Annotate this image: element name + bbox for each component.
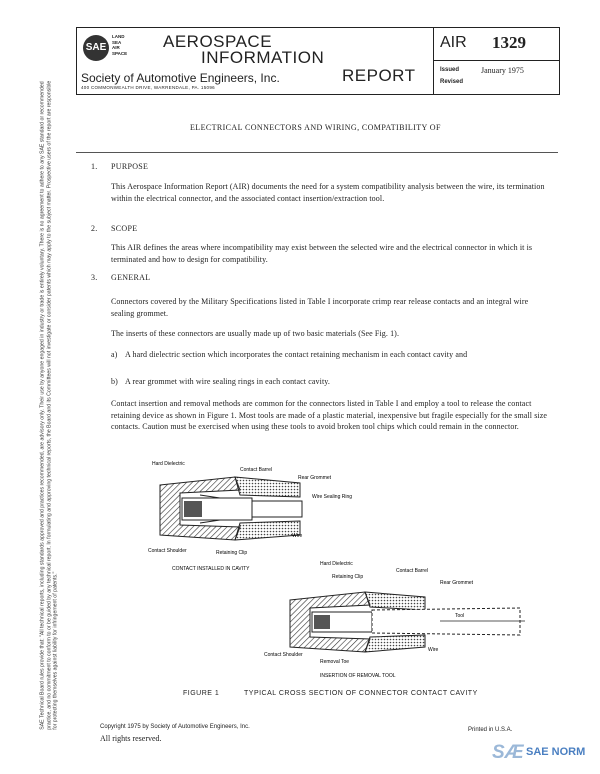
fig-top-label-contact-barrel: Contact Barrel	[240, 467, 272, 473]
organization-name: Society of Automotive Engineers, Inc.	[81, 71, 280, 85]
fig-top-label-retaining-clip: Retaining Clip	[216, 550, 248, 556]
fig-top-label-wire-sealing-ring: Wire Sealing Ring	[312, 494, 353, 500]
doc-type: AIR	[440, 34, 467, 51]
title-line-information: INFORMATION	[201, 48, 325, 67]
section-1-number: 1.	[91, 162, 98, 171]
section-3-title: GENERAL	[111, 273, 151, 282]
item-a-label: a)	[111, 350, 118, 359]
document-title: ELECTRICAL CONNECTORS AND WIRING, COMPATIBILITY OF	[190, 123, 441, 132]
title-line-report: REPORT	[342, 66, 416, 85]
section-3-para-1: Connectors covered by the Military Specifications listed in Table I incorporate crimp rear release contacts and an integral wire sealing grommet.	[111, 297, 529, 318]
printed-in: Printed in U.S.A.	[468, 727, 513, 733]
fig-top-label-hard-dielectric: Hard Dielectric	[152, 461, 185, 467]
section-2-number: 2.	[91, 224, 98, 233]
item-b-text: A rear grommet with wire sealing rings in each contact cavity.	[125, 377, 330, 386]
section-2-title: SCOPE	[111, 224, 138, 233]
header-doc-info	[434, 28, 559, 94]
doc-number: 1329	[492, 33, 526, 52]
top-cross-section	[160, 477, 302, 540]
side-disclaimer: SAE Technical Board rules provide that: "All technical reports, including standards approved and practices recommended, are advisory only. Their use by anyone engaged in industry or trade is entirely voluntary. There is no agreement to adhere to any SAE standard or recommended practice, and no commitment to conform to or be guided by any technical report. In formulating and approving technical reports, the Board and its Committees will not investigate or consider patents which may apply to the subject matter. Prospective users of the report are responsible for protecting themselves against liability for infringement of patents."	[39, 80, 59, 730]
bottom-cross-section	[290, 592, 525, 652]
sae-logo: SAE	[83, 35, 109, 61]
revised-label: Revised	[440, 79, 464, 85]
fig-bottom-label-tool: Tool	[455, 613, 465, 619]
fig-top-label-rear-grommet: Rear Grommet	[298, 475, 332, 481]
figure-label: FIGURE 1	[183, 690, 220, 697]
report-header	[76, 27, 560, 95]
section-1-title: PURPOSE	[111, 162, 149, 171]
watermark-logo-icon: SÆ	[492, 742, 524, 763]
section-3-number: 3.	[91, 273, 98, 282]
section-3-para-2: The inserts of these connectors are usually made up of two basic materials (See Fig. 1).	[111, 329, 400, 338]
figure-1-drawing	[140, 455, 540, 690]
sae-norm-watermark	[492, 742, 592, 768]
fig-bottom-label-retaining-clip: Retaining Clip	[332, 574, 364, 580]
issued-label: Issued	[440, 67, 460, 73]
doc-id-row	[434, 28, 559, 61]
figure-title: TYPICAL CROSS SECTION OF CONNECTOR CONTACT CAVITY	[244, 690, 478, 697]
fig-bottom-label-rear-grommet: Rear Grommet	[440, 580, 474, 586]
section-3-para-3: Contact insertion and removal methods are common for the connectors listed in Table I and employ a tool to release the contact retaining device as shown in Figure 1. Most tools are made of a plastic material, inexpensive but fragile especially for the small size contacts. Caution must be exercised when using these tools to avoid broken tool chips which could remain in the connector.	[111, 399, 548, 431]
rights-notice: All rights reserved.	[100, 734, 162, 743]
fig-bottom-label-removal-toe: Removal Toe	[320, 659, 350, 665]
item-b-label: b)	[111, 377, 118, 386]
fig-top-label-wire: Wire	[292, 533, 303, 539]
watermark-text: SAE NORM	[526, 746, 586, 758]
title-line-aerospace: AEROSPACE	[163, 32, 273, 51]
issued-date: January 1975	[481, 66, 524, 75]
logo-tagline: LAND SEA AIR SPACE	[112, 34, 128, 56]
copyright-notice: Copyright 1975 by Society of Automotive Engineers, Inc.	[100, 724, 250, 730]
section-2-text: This AIR defines the areas where incompatibility may exist between the selected wire and the electrical connector in which it is terminated and how to design for compatibility.	[111, 243, 533, 264]
fig-bottom-label-contact-shoulder: Contact Shoulder	[264, 652, 303, 658]
item-a-text: A hard dielectric section which incorporates the contact retaining mechanism in each contact cavity and	[125, 350, 468, 359]
section-1-text: This Aerospace Information Report (AIR) documents the need for a system compatibility analysis between the wire, its termination within the electrical connector, and the associated contact insertion/extraction tool.	[111, 182, 545, 203]
fig-bottom-label-hard-dielectric: Hard Dielectric	[320, 561, 353, 567]
fig-bottom-label-contact-barrel: Contact Barrel	[396, 568, 428, 574]
fig-bottom-label-wire: Wire	[428, 647, 439, 653]
fig-top-label-contact-shoulder: Contact Shoulder	[148, 548, 187, 554]
fig-top-caption: CONTACT INSTALLED IN CAVITY	[172, 566, 250, 572]
title-divider	[76, 152, 558, 153]
fig-bottom-caption: INSERTION OF REMOVAL TOOL	[320, 673, 396, 679]
header-title-block	[77, 28, 434, 94]
organization-address: 400 COMMONWEALTH DRIVE, WARRENDALE, PA. 15096	[81, 85, 215, 90]
